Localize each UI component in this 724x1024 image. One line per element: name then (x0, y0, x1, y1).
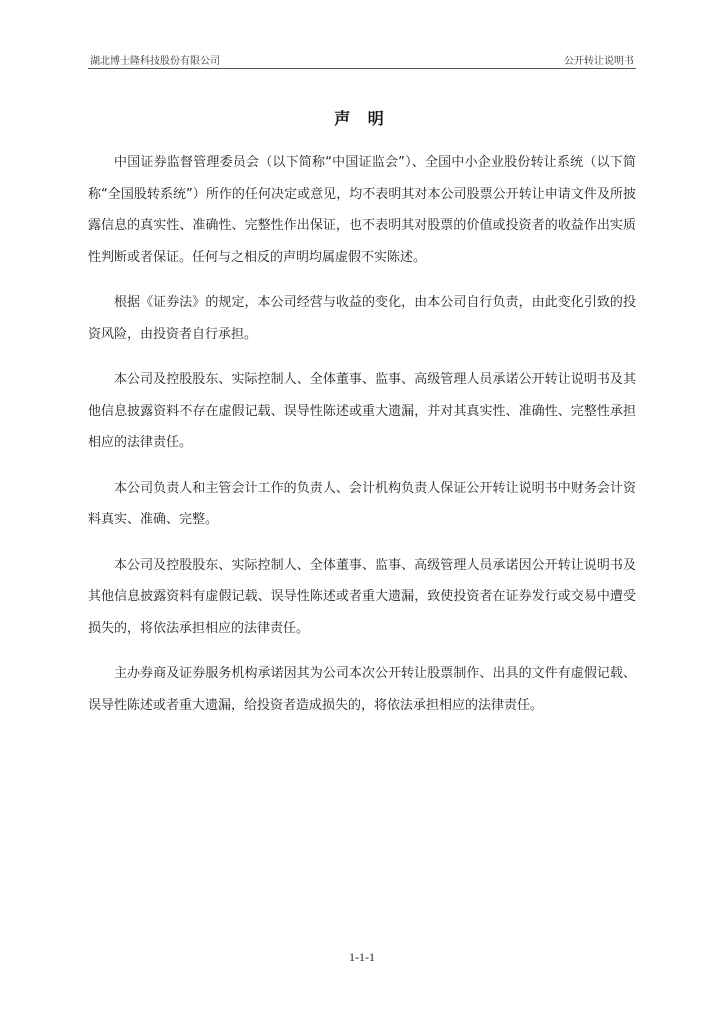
statement-paragraph: 主办券商及证券服务机构承诺因其为公司本次公开转让股票制作、出具的文件有虚假记载、误导性陈述或者重大遗漏，给投资者造成损失的，将依法承担相应的法律责任。 (88, 666, 636, 713)
page-number: 1-1-1 (349, 950, 375, 964)
statement-paragraph: 根据《证券法》的规定，本公司经营与收益的变化，由本公司自行负责，由此变化引致的投资风险，由投资者自行承担。 (88, 295, 636, 342)
statement-paragraph: 本公司负责人和主管会计工作的负责人、会计机构负责人保证公开转让说明书中财务会计资料真实、准确、完整。 (88, 480, 636, 527)
header-document-name: 公开转让说明书 (564, 56, 634, 67)
statement-paragraph: 中国证券监督管理委员会（以下简称“中国证监会”）、全国中小企业股份转让系统（以下简称“全国股转系统”）所作的任何决定或意见，均不表明其对本公司股票公开转让申请文件及所披露信息的真实性、准确性、完整性作出保证，也不表明其对股票的价值或投资者的收益作出实质性判断或者保证。任何与之相反的声明均属虚假不实陈述。 (88, 155, 636, 265)
header-company-name: 湖北博士隆科技股份有限公司 (90, 56, 220, 67)
page-header (88, 50, 636, 69)
page-title: 声 明 (334, 109, 390, 128)
statement-paragraph: 本公司及控股股东、实际控制人、全体董事、监事、高级管理人员承诺因公开转让说明书及其他信息披露资料有虚假记载、误导性陈述或者重大遗漏，致使投资者在证券发行或交易中遭受损失的，将依法承担相应的法律责任。 (88, 557, 636, 636)
statement-body (88, 147, 636, 735)
statement-paragraph: 本公司及控股股东、实际控制人、全体董事、监事、高级管理人员承诺公开转让说明书及其他信息披露资料不存在虚假记载、误导性陈述或重大遗漏，并对其真实性、准确性、完整性承担相应的法律责任。 (88, 372, 636, 450)
